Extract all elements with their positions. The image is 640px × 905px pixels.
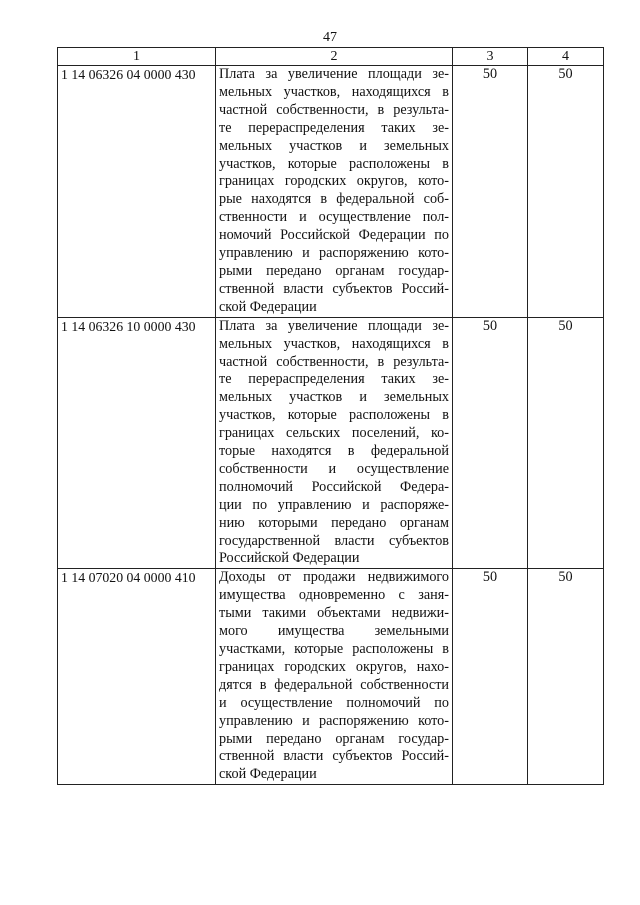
description-line: рые находятся в федеральной соб- (219, 191, 449, 208)
description-line: управлению и распоряжению кото- (219, 712, 449, 729)
revenue-description (216, 569, 453, 785)
description-line: мельных участков и земельных (219, 389, 449, 406)
description-line: границах городских округов, кото- (219, 173, 449, 190)
description-line: те перераспределения таких зе- (219, 119, 449, 136)
revenue-description (216, 317, 453, 569)
header-col-4: 4 (528, 48, 604, 66)
description-line: торые находятся в федеральной (219, 443, 449, 460)
description-line: тыми такими объектами недвижи- (219, 605, 449, 622)
header-row (58, 48, 604, 66)
description-line: границах сельских поселений, ко- (219, 425, 449, 442)
description-line: и осуществление полномочий по (219, 694, 449, 711)
description-line: мого имущества земельными (219, 623, 449, 640)
description-line: управлению и распоряжению кото- (219, 245, 449, 262)
value-col-4: 50 (528, 66, 604, 318)
description-line: ственной власти субъектов Россий- (219, 280, 449, 297)
description-line: границах городских округов, нахо- (219, 658, 449, 675)
value-col-4: 50 (528, 317, 604, 569)
description-line: рыми передано органам государ- (219, 262, 449, 279)
description-line: частной собственности, в результа- (219, 101, 449, 118)
description-line: ственной власти субъектов Россий- (219, 748, 449, 765)
revenue-code: 1 14 06326 04 0000 430 (58, 66, 216, 318)
description-line: мельных участков, находящихся в (219, 83, 449, 100)
header-col-1: 1 (58, 48, 216, 66)
description-line: номочий Российской Федерации по (219, 227, 449, 244)
header-col-3: 3 (453, 48, 528, 66)
description-line: мельных участков и земельных (219, 137, 449, 154)
description-line: полномочий Российской Федера- (219, 478, 449, 495)
description-line: рыми передано органам государ- (219, 730, 449, 747)
description-line: ственности и осуществление пол- (219, 209, 449, 226)
description-line: нию которыми передано органам (219, 514, 449, 531)
description-line: частной собственности, в результа- (219, 353, 449, 370)
revenue-table (57, 47, 604, 785)
value-col-3: 50 (453, 569, 528, 785)
description-line: собственности и осуществление (219, 460, 449, 477)
description-line: мельных участков, находящихся в (219, 335, 449, 352)
page-number: 47 (323, 30, 337, 45)
table-row (58, 66, 604, 318)
description-line: участками, которые расположены в (219, 641, 449, 657)
description-line: те перераспределения таких зе- (219, 371, 449, 388)
description-line: Плата за увеличение площади зе- (219, 66, 449, 82)
description-line: участков, которые расположены в (219, 407, 449, 424)
revenue-description (216, 66, 453, 318)
revenue-code: 1 14 07020 04 0000 410 (58, 569, 216, 785)
header-col-2: 2 (216, 48, 453, 66)
table-row (58, 569, 604, 785)
description-line: имущества одновременно с заня- (219, 587, 449, 604)
description-line: Плата за увеличение площади зе- (219, 317, 449, 334)
description-line: Российской Федерации (219, 550, 360, 567)
description-line: ской Федерации (219, 766, 317, 783)
description-line: ции по управлению и распоряже- (219, 496, 449, 513)
description-line: Доходы от продажи недвижимого (219, 569, 449, 586)
revenue-code: 1 14 06326 10 0000 430 (58, 317, 216, 569)
description-line: ской Федерации (219, 298, 317, 315)
value-col-3: 50 (453, 66, 528, 318)
value-col-4: 50 (528, 569, 604, 785)
value-col-3: 50 (453, 317, 528, 569)
description-line: государственной власти субъектов (219, 532, 449, 549)
description-line: дятся в федеральной собственности (219, 676, 449, 693)
description-line: участков, которые расположены в (219, 155, 449, 172)
table-row (58, 317, 604, 569)
